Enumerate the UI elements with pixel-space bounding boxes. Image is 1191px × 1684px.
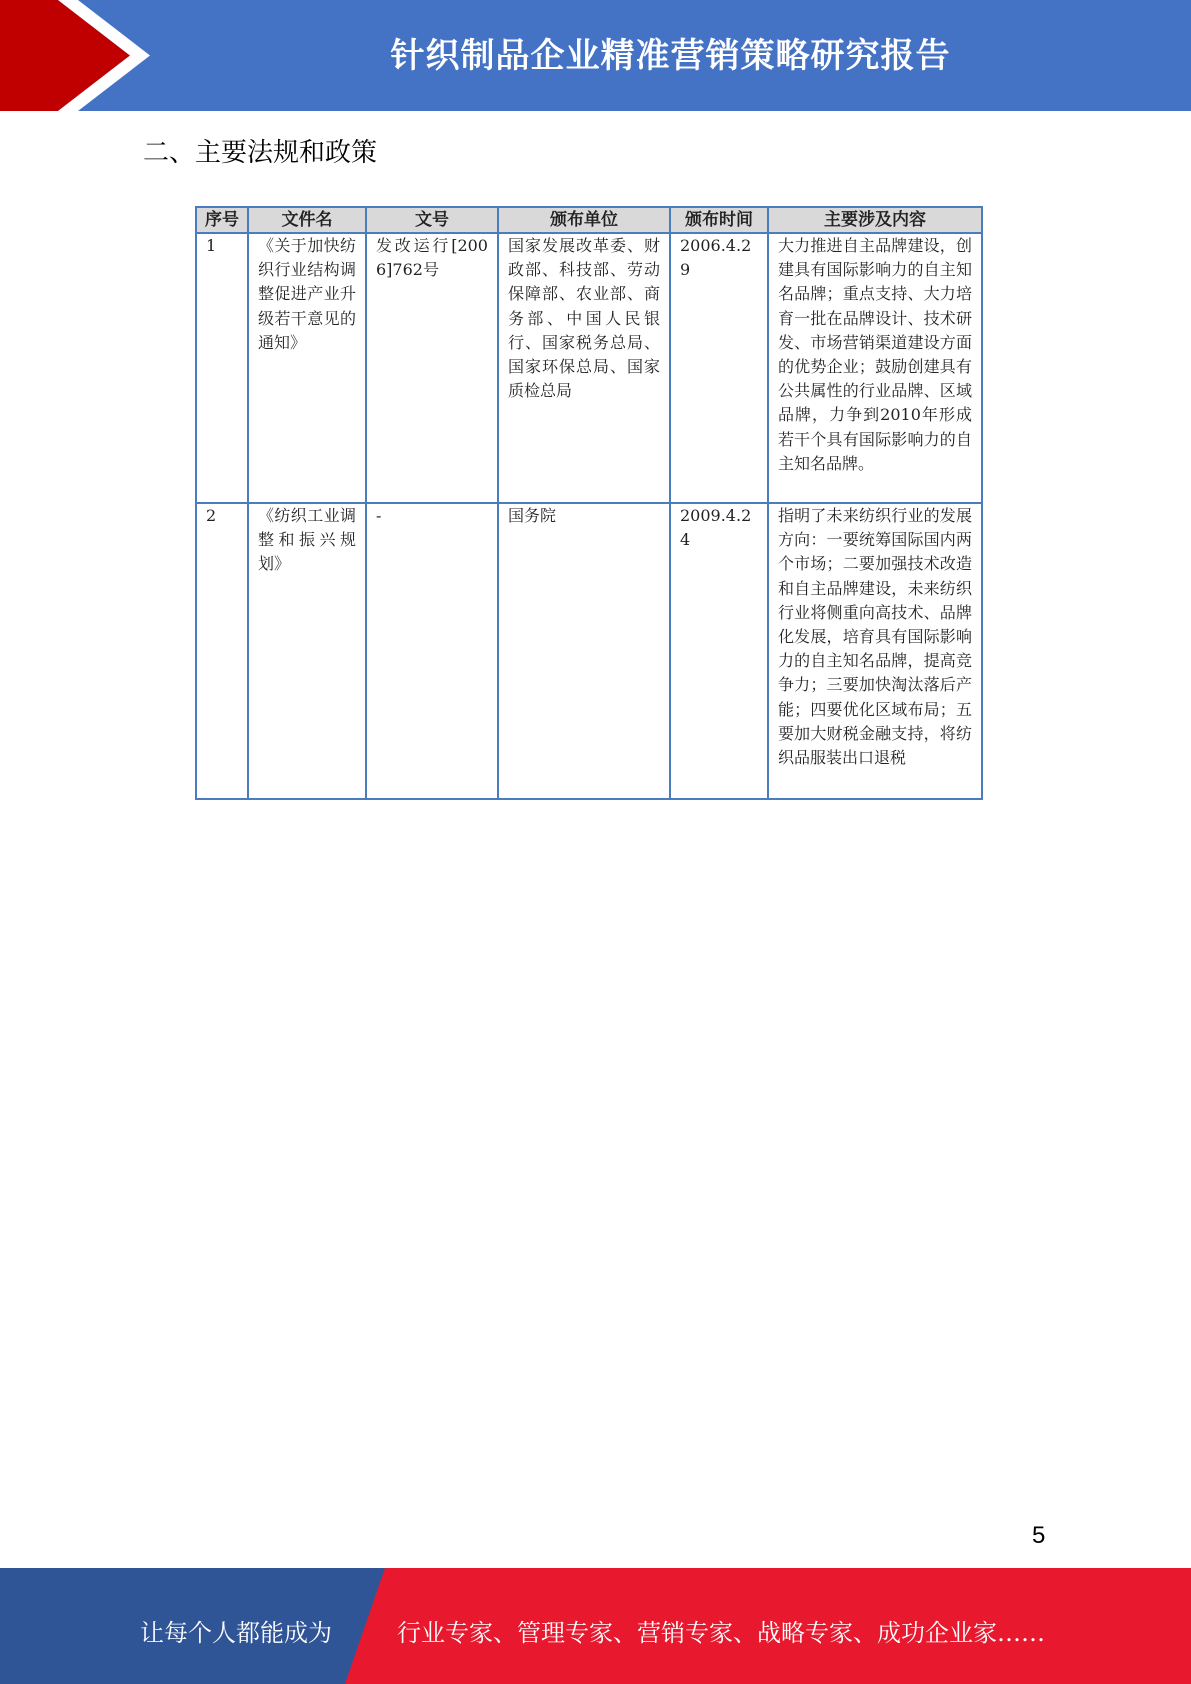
regulations-table xyxy=(195,206,983,800)
column-header-doc-no: 文号 xyxy=(366,207,498,233)
column-header-date: 颁布时间 xyxy=(670,207,768,233)
report-title: 针织制品企业精准营销策略研究报告 xyxy=(390,36,951,76)
column-header-issuer: 颁布单位 xyxy=(498,207,670,233)
cell-no: 1 xyxy=(196,233,248,503)
cell-name: 《纺织工业调整和振兴规划》 xyxy=(248,503,366,799)
cell-content: 指明了未来纺织行业的发展方向：一要统筹国际国内两个市场；二要加强技术改造和自主品牌建设，未来纺织行业将侧重向高技术、品牌化发展，培育具有国际影响力的自主知名品牌，提高竞争力；三要加快淘汰落后产能；四要优化区域布局；五要加大财税金融支持，将纺织品服装出口退税 xyxy=(768,503,982,799)
cell-issuer: 国务院 xyxy=(498,503,670,799)
cell-date: 2006.4.29 xyxy=(670,233,768,503)
header-banner xyxy=(0,0,1191,111)
footer-slogan-left: 让每个人都能成为 xyxy=(140,1619,332,1647)
cell-doc-no: 发改运行[2006]762号 xyxy=(366,233,498,503)
table-row xyxy=(196,503,982,799)
column-header-content: 主要涉及内容 xyxy=(768,207,982,233)
cell-doc-no: - xyxy=(366,503,498,799)
column-header-no: 序号 xyxy=(196,207,248,233)
page-number: 5 xyxy=(1032,1522,1046,1549)
header-red-block xyxy=(0,0,130,111)
cell-no: 2 xyxy=(196,503,248,799)
cell-name: 《关于加快纺织行业结构调整促进产业升级若干意见的通知》 xyxy=(248,233,366,503)
table-header-row xyxy=(196,207,982,233)
cell-issuer: 国家发展改革委、财政部、科技部、劳动保障部、农业部、商务部、中国人民银行、国家税务总局、国家环保总局、国家质检总局 xyxy=(498,233,670,503)
header-arrow-decoration xyxy=(0,0,150,111)
footer-slogan-right: 行业专家、管理专家、营销专家、战略专家、成功企业家…… xyxy=(397,1619,1045,1647)
table-row xyxy=(196,233,982,503)
column-header-name: 文件名 xyxy=(248,207,366,233)
cell-content: 大力推进自主品牌建设，创建具有国际影响力的自主知名品牌；重点支持、大力培育一批在品牌设计、技术研发、市场营销渠道建设方面的优势企业；鼓励创建具有公共属性的行业品牌、区域品牌，力争到2010年形成若干个具有国际影响力的自主知名品牌。 xyxy=(768,233,982,503)
section-heading: 二、主要法规和政策 xyxy=(143,138,378,168)
cell-date: 2009.4.24 xyxy=(670,503,768,799)
